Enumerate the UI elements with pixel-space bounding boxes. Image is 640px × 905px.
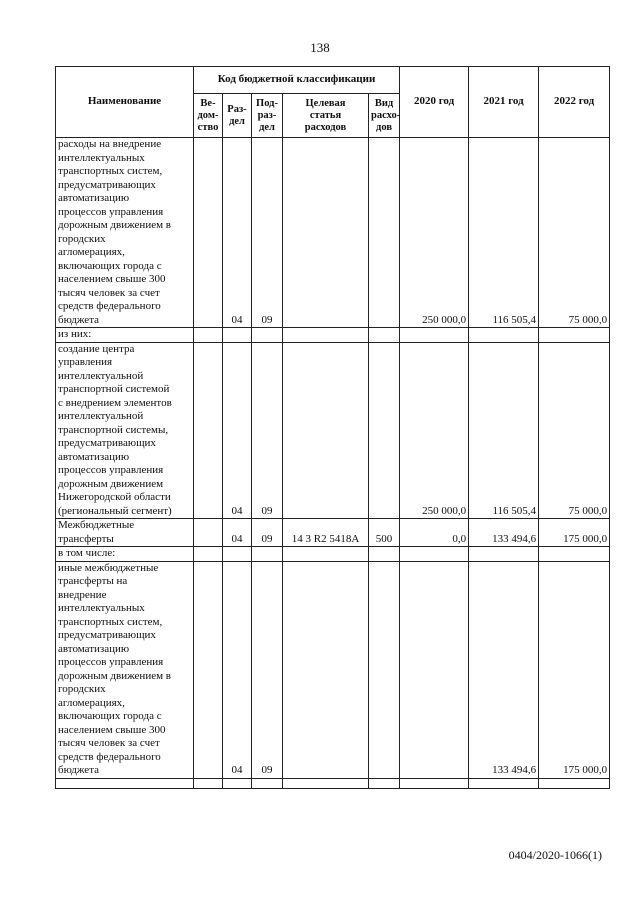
cell-celevaya-statya <box>283 328 369 343</box>
empty-cell <box>469 778 539 788</box>
cell-celevaya-statya <box>283 561 369 778</box>
empty-cell <box>194 778 223 788</box>
cell-2021 <box>469 328 539 343</box>
cell-vid-rashodov <box>369 138 400 328</box>
table-row-empty <box>56 778 610 788</box>
cell-vid-rashodov <box>369 547 400 562</box>
empty-cell <box>252 778 283 788</box>
empty-cell <box>400 778 469 788</box>
cell-vedomstvo <box>194 138 223 328</box>
cell-2020: 0,0 <box>400 519 469 547</box>
cell-2022 <box>539 328 610 343</box>
cell-2022: 75 000,0 <box>539 342 610 519</box>
cell-vedomstvo <box>194 519 223 547</box>
cell-razdel: 04 <box>223 561 252 778</box>
cell-2020: 250 000,0 <box>400 138 469 328</box>
cell-razdel <box>223 328 252 343</box>
table-row <box>56 328 610 343</box>
cell-razdel: 04 <box>223 342 252 519</box>
cell-podrazdel <box>252 328 283 343</box>
cell-name: иные межбюджетные трансферты на внедрение интеллектуальных транспортных систем, предусматривающих автоматизацию процессов управления дорожным движением в городских агломерациях, включающих города с населением свыше 300 тысяч человек за счет средств федерального бюджета <box>56 561 194 778</box>
cell-vedomstvo <box>194 547 223 562</box>
cell-2020 <box>400 561 469 778</box>
cell-vid-rashodov <box>369 561 400 778</box>
cell-2020 <box>400 328 469 343</box>
header-name: Наименование <box>56 67 194 138</box>
cell-celevaya-statya: 14 3 R2 5418A <box>283 519 369 547</box>
cell-podrazdel: 09 <box>252 342 283 519</box>
table-row <box>56 547 610 562</box>
cell-podrazdel: 09 <box>252 519 283 547</box>
table-row <box>56 561 610 778</box>
cell-vid-rashodov: 500 <box>369 519 400 547</box>
cell-2021: 133 494,6 <box>469 519 539 547</box>
cell-vedomstvo <box>194 561 223 778</box>
header-celevaya-statya: Целевая статья расходов <box>283 94 369 138</box>
cell-vedomstvo <box>194 342 223 519</box>
cell-podrazdel <box>252 547 283 562</box>
cell-2021: 116 505,4 <box>469 342 539 519</box>
header-vedomstvo: Ве- дом- ство <box>194 94 223 138</box>
cell-2022: 175 000,0 <box>539 519 610 547</box>
cell-podrazdel: 09 <box>252 138 283 328</box>
cell-razdel <box>223 547 252 562</box>
header-classification-code: Код бюджетной классификации <box>194 67 400 94</box>
cell-name: из них: <box>56 328 194 343</box>
table-row <box>56 519 610 547</box>
cell-celevaya-statya <box>283 138 369 328</box>
cell-name: в том числе: <box>56 547 194 562</box>
cell-2021: 133 494,6 <box>469 561 539 778</box>
empty-cell <box>283 778 369 788</box>
header-2020: 2020 год <box>400 67 469 138</box>
cell-name: расходы на внедрение интеллектуальных транспортных систем, предусматривающих автоматизацию процессов управления дорожным движением в городских агломерациях, включающих города с населением свыше 300 тысяч человек за счет средств федерального бюджета <box>56 138 194 328</box>
cell-name: создание центра управления интеллектуальной транспортной системой с внедрением элементов интеллектуальной транспортной системы, предусматривающих автоматизацию процессов управления дорожным движением Нижегородской области (региональный сегмент) <box>56 342 194 519</box>
cell-celevaya-statya <box>283 547 369 562</box>
page-number: 138 <box>310 40 330 55</box>
cell-2020 <box>400 547 469 562</box>
cell-2020: 250 000,0 <box>400 342 469 519</box>
cell-2022: 75 000,0 <box>539 138 610 328</box>
cell-razdel: 04 <box>223 138 252 328</box>
empty-cell <box>56 778 194 788</box>
cell-vedomstvo <box>194 328 223 343</box>
empty-cell <box>369 778 400 788</box>
budget-table <box>55 66 610 789</box>
empty-cell <box>223 778 252 788</box>
header-2022: 2022 год <box>539 67 610 138</box>
cell-celevaya-statya <box>283 342 369 519</box>
cell-2022 <box>539 547 610 562</box>
header-2021: 2021 год <box>469 67 539 138</box>
header-vid-rashodov: Вид расхо- дов <box>369 94 400 138</box>
cell-vid-rashodov <box>369 342 400 519</box>
header-podrazdel: Под- раз- дел <box>252 94 283 138</box>
table-row <box>56 138 610 328</box>
cell-name: Межбюджетные трансферты <box>56 519 194 547</box>
cell-vid-rashodov <box>369 328 400 343</box>
cell-razdel: 04 <box>223 519 252 547</box>
table-row <box>56 342 610 519</box>
cell-2021 <box>469 547 539 562</box>
cell-2021: 116 505,4 <box>469 138 539 328</box>
header-razdel: Раз- дел <box>223 94 252 138</box>
empty-cell <box>539 778 610 788</box>
cell-podrazdel: 09 <box>252 561 283 778</box>
document-code: 0404/2020-1066(1) <box>508 848 602 862</box>
cell-2022: 175 000,0 <box>539 561 610 778</box>
